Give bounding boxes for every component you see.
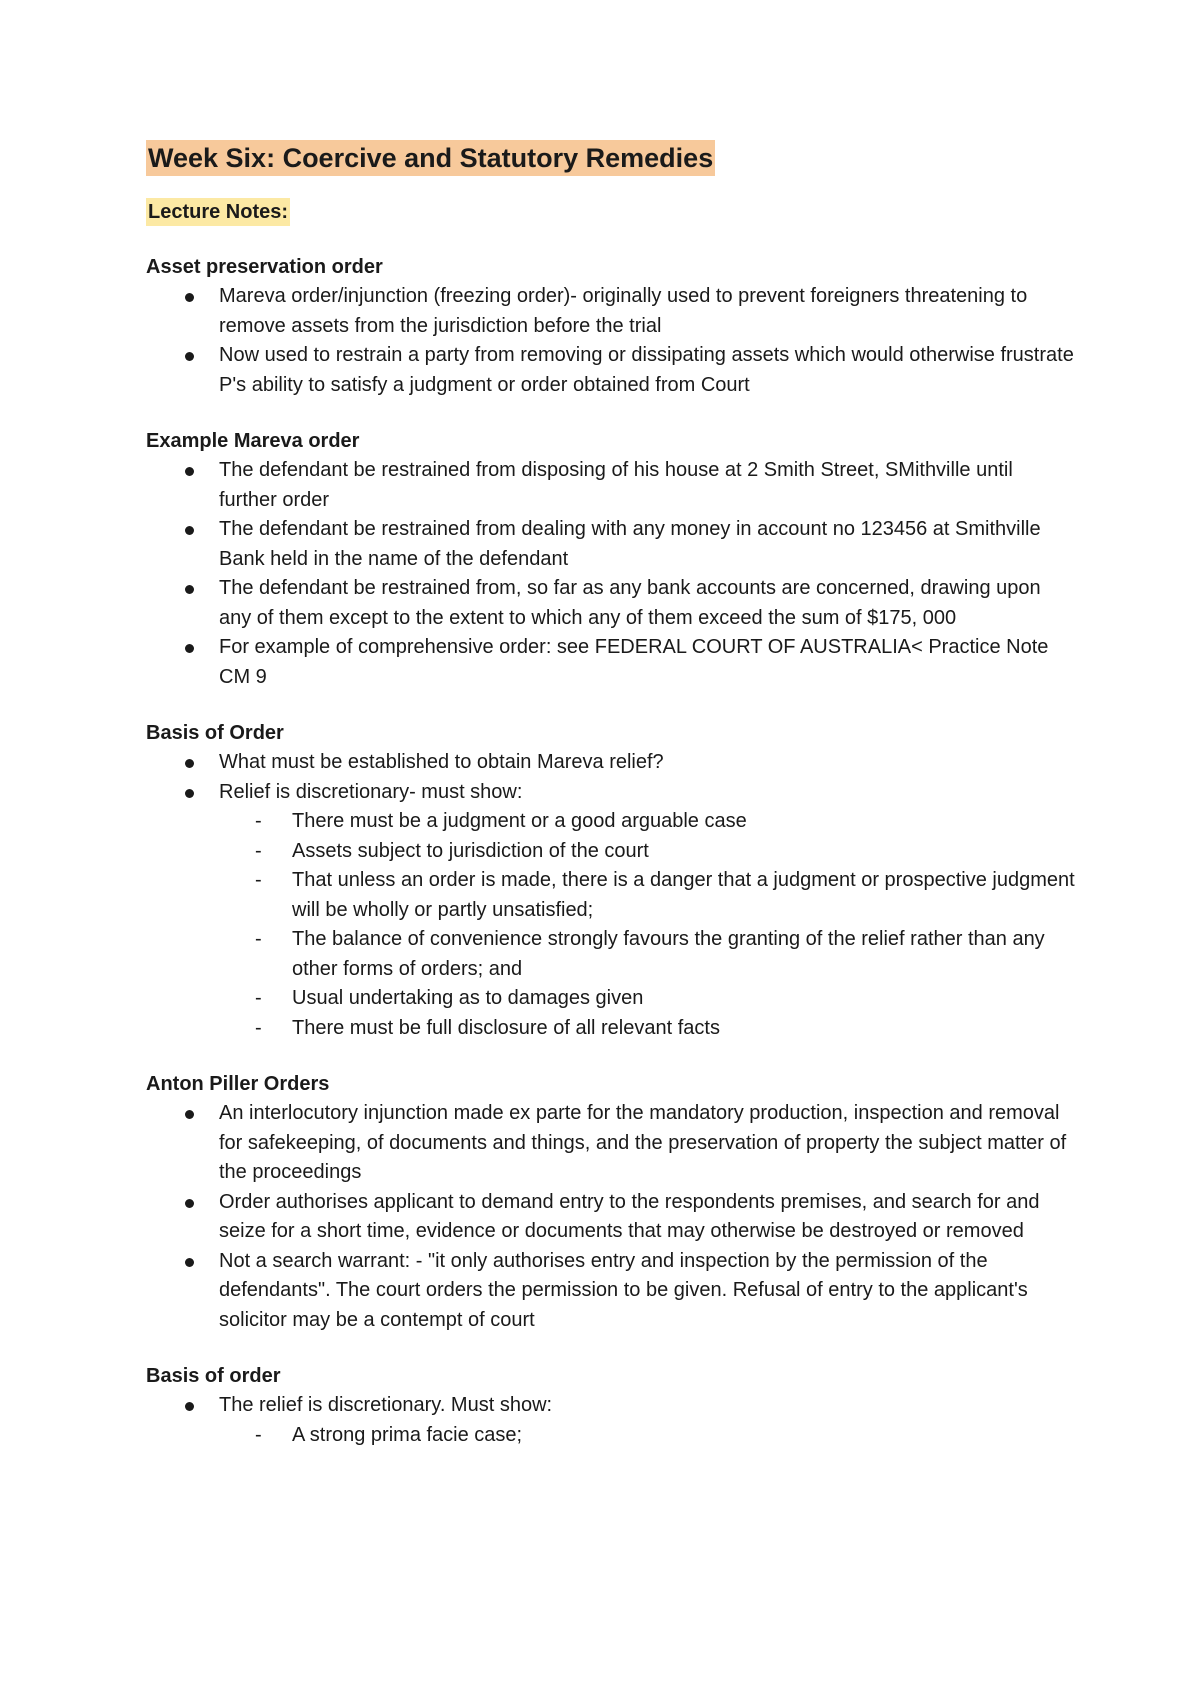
- document-content: [146, 140, 1076, 1450]
- bullet-dot-icon: [185, 1258, 194, 1267]
- dash-marker-icon: -: [255, 810, 262, 832]
- bullet-dot-icon: [185, 644, 194, 653]
- dash-text: Usual undertaking as to damages given: [292, 987, 644, 1009]
- bullet-text: Relief is discretionary- must show:: [219, 780, 523, 803]
- bullet-list: [146, 748, 1076, 1043]
- bullet-text: What must be established to obtain Mareva relief?: [219, 751, 664, 773]
- bullet-dot-icon: [185, 759, 194, 768]
- dash-marker-icon: -: [255, 1016, 262, 1039]
- bullet-dot-icon: [185, 352, 194, 361]
- dash-marker-icon: -: [255, 987, 262, 1009]
- bullet-text: The defendant be restrained from dealing with any money in account no 123456 at Smithville Bank held in the name of the defendant: [219, 518, 1041, 570]
- bullet-item: [146, 748, 1076, 778]
- bullet-dot-icon: [185, 585, 194, 594]
- dash-item: [146, 866, 1076, 925]
- bullet-text: The defendant be restrained from disposing of his house at 2 Smith Street, SMithville until further order: [219, 459, 1013, 511]
- dash-marker-icon: -: [255, 839, 262, 862]
- dash-item: [146, 925, 1076, 984]
- bullet-item: [146, 1391, 1076, 1421]
- bullet-dot-icon: [185, 1402, 194, 1411]
- bullet-dot-icon: [185, 467, 194, 476]
- dash-marker-icon: -: [255, 1423, 262, 1446]
- dash-item: [146, 1014, 1076, 1044]
- dash-text: There must be a judgment or a good arguable case: [292, 810, 747, 832]
- bullet-list: [146, 282, 1076, 400]
- dash-text: That unless an order is made, there is a danger that a judgment or prospective judgment will be wholly or partly unsatisfied;: [292, 869, 1075, 921]
- section-heading: Asset preservation order: [146, 256, 383, 278]
- bullet-list: [146, 1099, 1076, 1335]
- bullet-item: [146, 1099, 1076, 1188]
- notes-sections: [146, 252, 1076, 1450]
- section-heading: Basis of Order: [146, 722, 284, 744]
- bullet-dot-icon: [185, 1199, 194, 1208]
- dash-marker-icon: -: [255, 928, 262, 950]
- section-heading: Basis of order: [146, 1365, 281, 1387]
- bullet-text: The defendant be restrained from, so far as any bank accounts are concerned, drawing upon any of them except to the extent to which any of them exceed the sum of $175, 000: [219, 577, 1041, 629]
- lecture-notes-label: Lecture Notes:: [146, 198, 290, 226]
- dash-item: [146, 807, 1076, 837]
- bullet-text: An interlocutory injunction made ex parte for the mandatory production, inspection and removal for safekeeping, of documents and things, and the preservation of property the subject matter of the proceedings: [219, 1102, 1067, 1183]
- dash-list: [146, 807, 1076, 1043]
- notes-section: [146, 718, 1076, 1043]
- bullet-item: [146, 778, 1076, 808]
- bullet-text: Not a search warrant: - "it only authorises entry and inspection by the permission of the defendants". The court orders the permission to be given. Refusal of entry to the applicant's solicitor may be a contempt of court: [219, 1249, 1028, 1331]
- notes-section: [146, 252, 1076, 400]
- dash-list: [146, 1421, 1076, 1451]
- dash-text: The balance of convenience strongly favours the granting of the relief rather than any other forms of orders; and: [292, 928, 1045, 980]
- bullet-item: [146, 282, 1076, 341]
- notes-section: [146, 1069, 1076, 1335]
- section-heading: Anton Piller Orders: [146, 1073, 330, 1095]
- bullet-item: [146, 574, 1076, 633]
- bullet-item: [146, 633, 1076, 692]
- bullet-dot-icon: [185, 789, 194, 798]
- bullet-item: [146, 456, 1076, 515]
- bullet-text: The relief is discretionary. Must show:: [219, 1394, 553, 1416]
- bullet-dot-icon: [185, 293, 194, 302]
- dash-text: There must be full disclosure of all relevant facts: [292, 1016, 720, 1039]
- dash-text: A strong prima facie case;: [292, 1423, 523, 1446]
- bullet-item: [146, 515, 1076, 574]
- bullet-item: [146, 1188, 1076, 1247]
- dash-item: [146, 984, 1076, 1014]
- dash-text: Assets subject to jurisdiction of the court: [292, 839, 649, 862]
- bullet-text: Order authorises applicant to demand entry to the respondents premises, and search for and seize for a short time, evidence or documents that may otherwise be destroyed or removed: [219, 1190, 1040, 1242]
- bullet-list: [146, 1391, 1076, 1450]
- bullet-item: [146, 1247, 1076, 1336]
- dash-item: [146, 837, 1076, 867]
- bullet-list: [146, 456, 1076, 692]
- bullet-dot-icon: [185, 526, 194, 535]
- section-heading: Example Mareva order: [146, 430, 360, 452]
- bullet-text: For example of comprehensive order: see FEDERAL COURT OF AUSTRALIA< Practice Note CM 9: [219, 636, 1049, 688]
- notes-section: [146, 426, 1076, 692]
- bullet-item: [146, 341, 1076, 400]
- bullet-text: Now used to restrain a party from removing or dissipating assets which would otherwise frustrate P's ability to satisfy a judgment or order obtained from Court: [219, 344, 1074, 396]
- bullet-dot-icon: [185, 1110, 194, 1119]
- page-title: Week Six: Coercive and Statutory Remedies: [146, 140, 715, 176]
- notes-section: [146, 1361, 1076, 1450]
- dash-item: [146, 1421, 1076, 1451]
- bullet-text: Mareva order/injunction (freezing order)- originally used to prevent foreigners threatening to remove assets from the jurisdiction before the trial: [219, 285, 1028, 337]
- dash-marker-icon: -: [255, 869, 262, 891]
